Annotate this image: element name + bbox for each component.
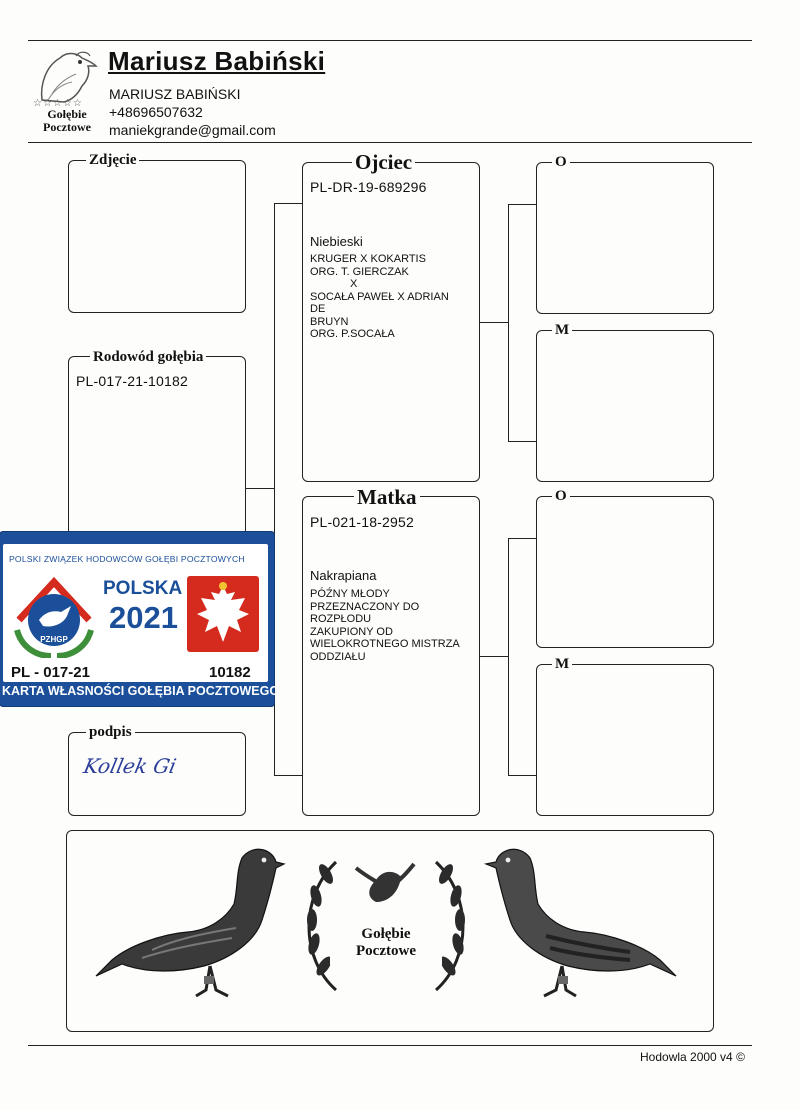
- pzhgp-emblem-icon: [11, 568, 97, 658]
- signature-scribble: Kollek Gi: [81, 754, 179, 778]
- logo-stars: ☆☆☆☆☆: [33, 98, 83, 109]
- father-note: ORG. T. GIERCZAK: [310, 265, 409, 278]
- mother-mother-box: [536, 664, 714, 816]
- mother-note: ROZPŁODU: [310, 613, 372, 625]
- mother-grandparents-bracket: [508, 538, 537, 776]
- pigeon-ring: PL-017-21-10182: [76, 373, 188, 389]
- logo-text-line1: Gołębie: [47, 107, 87, 121]
- card-ring-prefix: PL - 017-21: [11, 664, 90, 681]
- mother-note: PÓŹNY MŁODY: [310, 588, 390, 600]
- father-mother-box: [536, 330, 714, 482]
- header-logo: [32, 44, 102, 136]
- card-ring-number: 10182: [209, 664, 251, 681]
- owner-title: Mariusz Babiński: [108, 46, 326, 76]
- mother-note: ZAKUPIONY OD: [310, 625, 393, 638]
- emblem-text-line2: Pocztowe: [356, 943, 416, 959]
- polish-eagle-icon: [187, 576, 259, 652]
- card-country: POLSKA: [103, 578, 183, 599]
- father-note: SOCAŁA PAWEŁ X ADRIAN: [310, 290, 449, 303]
- father-note: X: [350, 278, 358, 290]
- right-pigeon-icon: [480, 840, 680, 1012]
- logo-text-line2: Pocztowe: [43, 120, 91, 134]
- mother-note: WIELOKROTNEGO MISTRZA: [310, 638, 460, 650]
- father-note: ORG. P.SOCAŁA: [310, 328, 395, 340]
- emblem-text-line1: Gołębie: [361, 926, 411, 942]
- mother-notes: [310, 588, 460, 663]
- father-mother-label: M: [552, 322, 572, 338]
- ownership-card-body: [3, 544, 268, 682]
- card-footer: KARTA WŁASNOŚCI GOŁĘBIA POCZTOWEGO: [2, 684, 280, 698]
- photo-label: Zdjęcie: [86, 152, 139, 168]
- father-note: DE: [310, 303, 326, 315]
- ownership-card: [0, 532, 280, 706]
- pzhgp-badge-text: PZHGP: [40, 635, 68, 644]
- card-organization: POLSKI ZWIĄZEK HODOWCÓW GOŁĘBI POCZTOWYCH: [9, 554, 245, 564]
- signature-label: podpis: [86, 724, 135, 740]
- father-label: Ojciec: [352, 151, 415, 173]
- logo-text: [34, 108, 100, 134]
- owner-email: maniekgrande@gmail.com: [109, 122, 276, 138]
- father-note: KRUGER X KOKARTIS: [310, 253, 426, 265]
- father-father-box: [536, 162, 714, 314]
- owner-name: MARIUSZ BABIŃSKI: [109, 86, 241, 102]
- footer-rule: [28, 1045, 752, 1046]
- header-top-rule: [28, 40, 752, 41]
- mother-mother-label: M: [552, 656, 572, 672]
- owner-phone: +48696507632: [109, 104, 203, 120]
- father-color: Niebieski: [310, 234, 363, 249]
- mother-note: PRZEZNACZONY DO: [310, 600, 420, 613]
- header-bottom-rule: [28, 142, 752, 143]
- card-year: 2021: [109, 600, 178, 635]
- left-pigeon-icon: [92, 838, 292, 1010]
- photo-box: [68, 160, 246, 313]
- father-father-label: O: [552, 154, 570, 170]
- mother-note: ODDZIAŁU: [310, 650, 366, 663]
- footer-version: Hodowla 2000 v4 ©: [640, 1050, 745, 1064]
- father-note: BRUYN: [310, 315, 349, 328]
- mother-label: Matka: [354, 486, 420, 508]
- pigeon-logo-icon: [32, 44, 102, 104]
- mother-connector: [480, 656, 508, 657]
- mother-father-box: [536, 496, 714, 648]
- emblem-text: [330, 926, 442, 960]
- father-connector: [480, 322, 508, 323]
- pigeon-connector: [246, 488, 274, 489]
- father-notes: [310, 253, 449, 341]
- father-ring: PL-DR-19-689296: [310, 179, 427, 195]
- father-grandparents-bracket: [508, 204, 537, 442]
- mother-color: Nakrapiana: [310, 568, 377, 583]
- pedigree-label: Rodowód gołębia: [90, 349, 206, 365]
- mother-ring: PL-021-18-2952: [310, 514, 414, 530]
- mother-father-label: O: [552, 488, 570, 504]
